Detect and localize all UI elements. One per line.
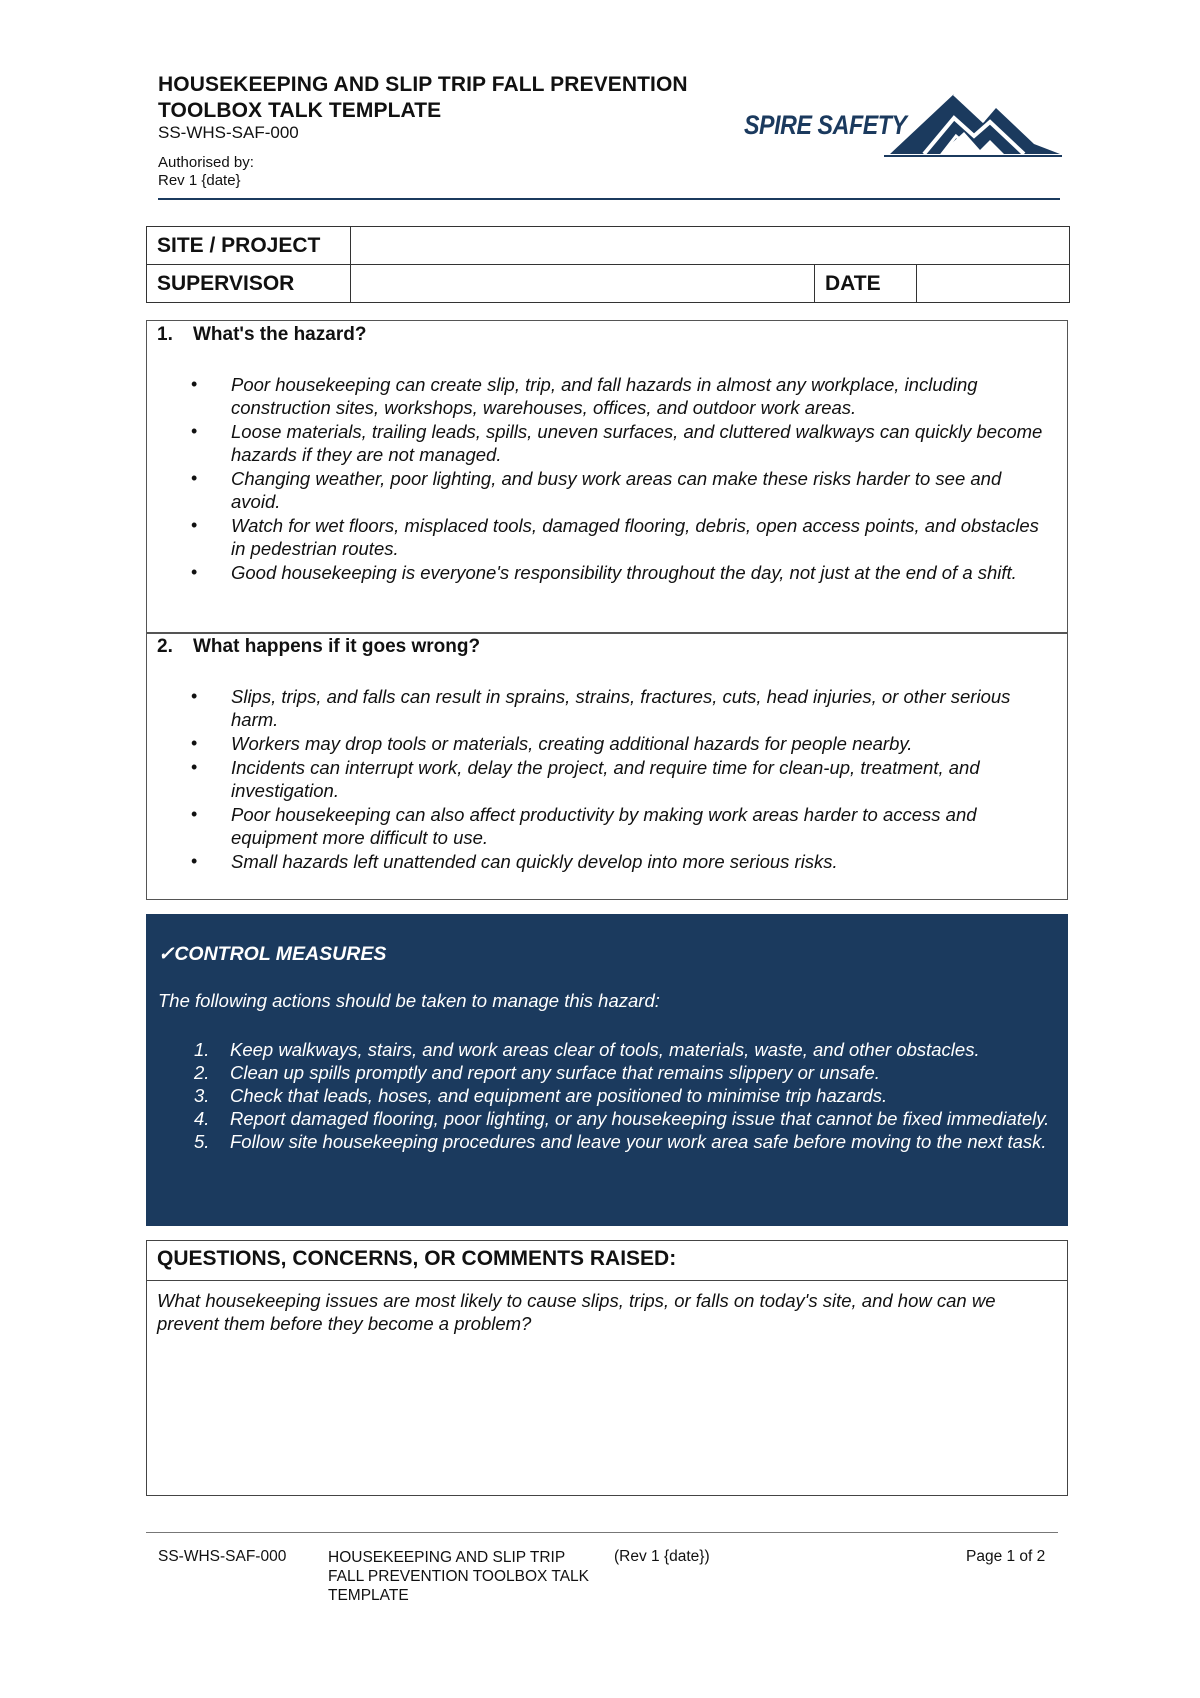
section-consequences — [146, 632, 1068, 900]
step-number: 3. — [194, 1085, 210, 1106]
step-text: Check that leads, hoses, and equipment are positioned to minimise trip hazards. — [230, 1085, 888, 1106]
revision: Rev 1 {date} — [158, 172, 241, 189]
date-label: DATE — [815, 265, 917, 303]
title-line-2: TOOLBOX TALK TEMPLATE — [158, 99, 442, 122]
site-project-field[interactable] — [351, 227, 1070, 265]
site-row — [147, 227, 1070, 265]
logo-text: SPIRE SAFETY — [744, 110, 907, 140]
supervisor-label: SUPERVISOR — [147, 265, 351, 303]
section-number: 2. — [157, 636, 173, 657]
step-text: Keep walkways, stairs, and work areas clear of tools, materials, waste, and other obstacles. — [230, 1039, 980, 1060]
questions-box — [146, 1240, 1068, 1496]
list-item: • Loose materials, trailing leads, spills, uneven surfaces, and cluttered walkways can quickly become hazards if they are not managed. — [147, 420, 1067, 466]
authorisation-block — [158, 154, 254, 190]
consequences-list — [147, 685, 1067, 874]
list-item: • Changing weather, poor lighting, and busy work areas can make these risks harder to see and avoid. — [147, 467, 1067, 513]
footer-code: SS-WHS-SAF-000 — [158, 1548, 287, 1565]
list-item — [146, 1038, 1068, 1061]
step-number: 2. — [194, 1062, 210, 1083]
control-steps-list — [146, 1038, 1068, 1153]
spire-safety-logo — [744, 88, 1062, 160]
list-item: • Poor housekeeping can also affect productivity by making work areas harder to access and equipment more difficult to use. — [147, 803, 1067, 849]
list-item — [146, 1130, 1068, 1153]
list-item — [146, 1107, 1068, 1130]
list-item — [146, 1084, 1068, 1107]
authorised-by: Authorised by: — [158, 154, 254, 171]
questions-heading: QUESTIONS, CONCERNS, OR COMMENTS RAISED: — [157, 1247, 677, 1270]
section-hazard — [146, 320, 1068, 634]
step-text: Follow site housekeeping procedures and leave your work area safe before moving to the next task. — [230, 1131, 1047, 1152]
section-hazard-heading — [157, 324, 366, 346]
questions-heading-row — [147, 1241, 1067, 1281]
supervisor-row — [147, 265, 1070, 303]
footer-title: HOUSEKEEPING AND SLIP TRIP FALL PREVENTION TOOLBOX TALK TEMPLATE — [328, 1549, 590, 1604]
section-consequences-heading — [157, 636, 480, 658]
control-measures-intro: The following actions should be taken to manage this hazard: — [158, 990, 660, 1011]
step-text: Clean up spills promptly and report any surface that remains slippery or unsafe. — [230, 1062, 880, 1083]
mountain-icon — [884, 88, 1064, 160]
questions-field[interactable]: What housekeeping issues are most likely to cause slips, trips, or falls on today's site, and how can we prevent them before they become a problem? — [157, 1290, 996, 1334]
section-number: 1. — [157, 324, 173, 345]
step-number: 5. — [194, 1131, 210, 1152]
list-item: • Watch for wet floors, misplaced tools, damaged flooring, debris, open access points, and obstacles in pedestrian routes. — [147, 514, 1067, 560]
section-title: What's the hazard? — [193, 324, 367, 345]
hazard-list — [147, 373, 1067, 585]
title-line-1: HOUSEKEEPING AND SLIP TRIP FALL PREVENTION — [158, 73, 688, 96]
list-item: • Good housekeeping is everyone's responsibility throughout the day, not just at the end of a shift. — [147, 561, 1067, 584]
supervisor-field[interactable] — [351, 265, 815, 303]
section-title: What happens if it goes wrong? — [193, 636, 481, 657]
header-divider — [158, 198, 1060, 200]
footer-revision: (Rev 1 {date}) — [614, 1548, 710, 1565]
site-info-table — [146, 226, 1070, 303]
list-item: • Small hazards left unattended can quickly develop into more serious risks. — [147, 850, 1067, 873]
step-number: 4. — [194, 1108, 210, 1129]
control-measures-panel — [146, 914, 1068, 1226]
list-item: • Incidents can interrupt work, delay the project, and require time for clean-up, treatment, and investigation. — [147, 756, 1067, 802]
document-code: SS-WHS-SAF-000 — [158, 123, 299, 142]
step-number: 1. — [194, 1039, 210, 1060]
footer-divider — [146, 1532, 1058, 1533]
list-item: • Poor housekeeping can create slip, trip, and fall hazards in almost any workplace, including construction sites, workshops, warehouses, offices, and outdoor work areas. — [147, 373, 1067, 419]
date-field[interactable] — [917, 265, 1070, 303]
document-title — [158, 72, 688, 124]
footer-page-number: Page 1 of 2 — [966, 1548, 1046, 1565]
list-item: • Slips, trips, and falls can result in sprains, strains, fractures, cuts, head injuries, or other serious harm. — [147, 685, 1067, 731]
control-measures-heading: ✓CONTROL MEASURES — [158, 943, 387, 965]
step-text: Report damaged flooring, poor lighting, or any housekeeping issue that cannot be fixed immediately. — [230, 1108, 1050, 1129]
list-item — [146, 1061, 1068, 1084]
list-item: • Workers may drop tools or materials, creating additional hazards for people nearby. — [147, 732, 1067, 755]
site-project-label: SITE / PROJECT — [147, 227, 351, 265]
